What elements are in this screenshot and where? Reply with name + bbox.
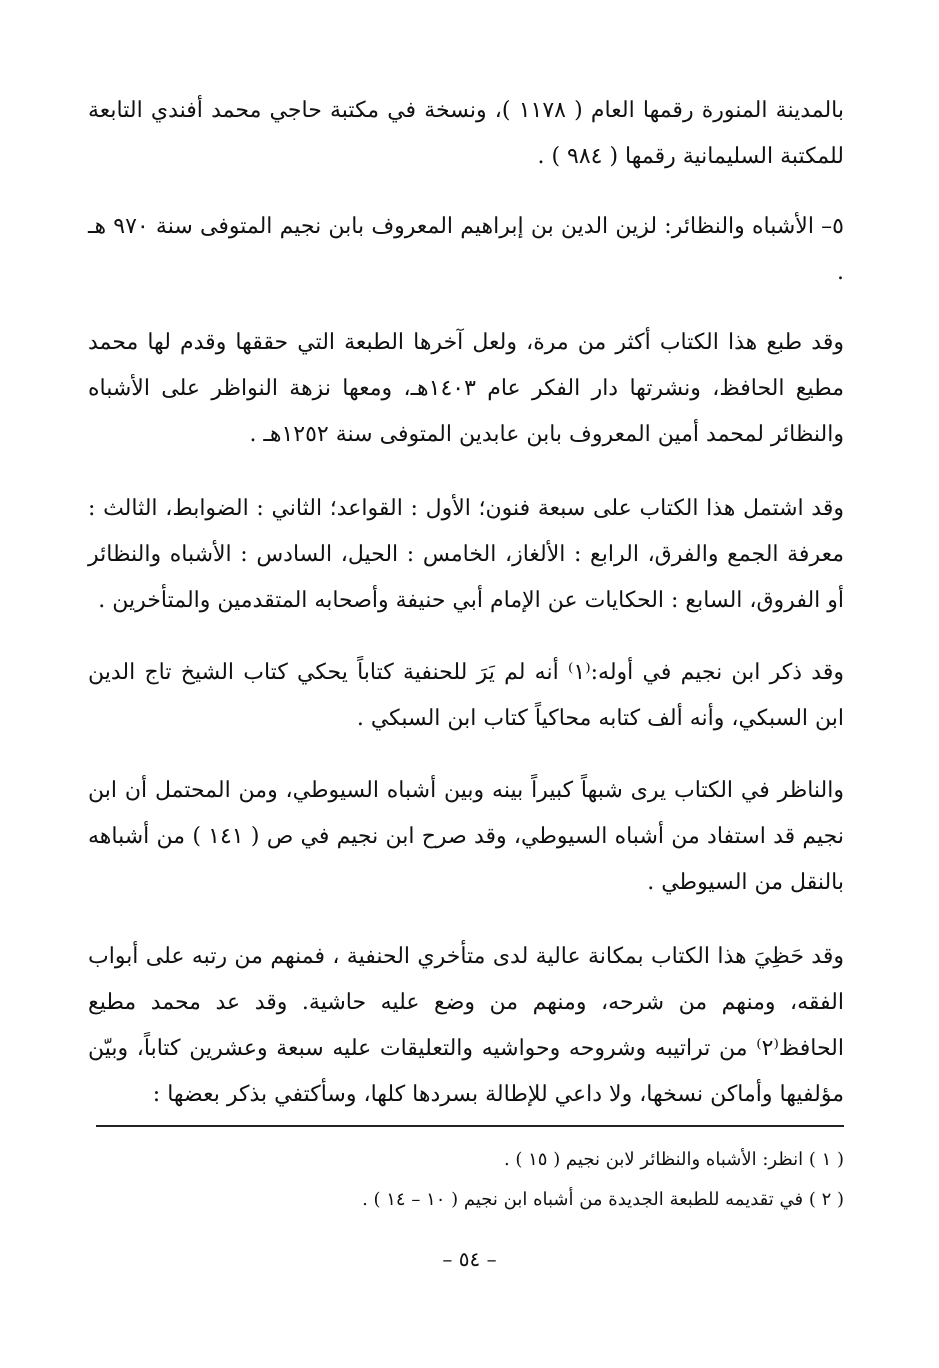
paragraph-editions: وقد طبع هذا الكتاب أكثر من مرة، ولعل آخرها الطبعة التي حققها وقدم لها محمد مطيع الحافظ، ونشرتها دار الفكر عام ١٤٠٣هـ، ومعها نزهة النواظر على الأشباه والنظائر لمحمد أمين المعروف بابن عابدين المتوفى سنة ١٢٥٢هـ .: [88, 330, 844, 447]
footnote-2: ( ٢ ) في تقديمه للطبعة الجديدة من أشباه ابن نجيم ( ١٠ – ١٤ ) .: [362, 1189, 844, 1210]
paragraph-suyuti-comparison: والناظر في الكتاب يرى شبهاً كبيراً بينه وبين أشباه السيوطي، ومن المحتمل أن ابن نجيم قد استفاد من أشباه السيوطي، وقد صرح ابن نجيم في ص ( ١٤١ ) من أشباهه بالنقل من السيوطي .: [88, 778, 845, 895]
page-number: – ٥٤ –: [442, 1247, 497, 1271]
paragraph-status-and-commentaries: وقد حَظِيَ هذا الكتاب بمكانة عالية لدى متأخري الحنفية ، فمنهم من رتبه على أبواب الفقه، ومنهم من شرحه، ومنهم من وضع عليه حاشية. وقد عد محمد مطيع الحافظ⁽٢⁾ من تراتيبه وشروحه وحواشيه والتعليقات عليه سبعة وعشرين كتاباً، وبيّن مؤلفيها وأماكن نسخها، ولا داعي للإطالة بسردها كلها، وسأكتفي بذكر بعضها :: [88, 944, 844, 1107]
footnotes: [96, 1140, 844, 1220]
paragraph-manuscript-locations: بالمدينة المنورة رقمها العام ( ١١٧٨ )، ونسخة في مكتبة حاجي محمد أفندي التابعة للمكتبة السليمانية رقمها ( ٩٨٤ ) .: [88, 98, 845, 169]
paragraph-seven-arts: وقد اشتمل هذا الكتاب على سبعة فنون؛ الأول : القواعد؛ الثاني : الضوابط، الثالث : معرفة الجمع والفرق، الرابع : الألغاز، الخامس : الحيل، السادس : الأشباه والنظائر أو الفروق، السابع : الحكايات عن الإمام أبي حنيفة وأصحابه المتقدمين والمتأخرين .: [88, 496, 844, 613]
paragraph-ibn-nujaym-intro: وقد ذكر ابن نجيم في أوله:⁽١⁾ أنه لم يَرَ للحنفية كتاباً يحكي كتاب الشيخ تاج الدين ابن السبكي، وأنه ألف كتابه محاكياً كتاب ابن السبكي .: [88, 660, 844, 731]
paragraph-item-5-heading: ٥– الأشباه والنظائر: لزين الدين بن إبراهيم المعروف بابن نجيم المتوفى سنة ٩٧٠ هـ .: [88, 214, 844, 285]
footnote-separator: [96, 1125, 844, 1127]
footnote-1: ( ١ ) انظر: الأشباه والنظائر لابن نجيم ( ١٥ ) .: [503, 1149, 844, 1170]
